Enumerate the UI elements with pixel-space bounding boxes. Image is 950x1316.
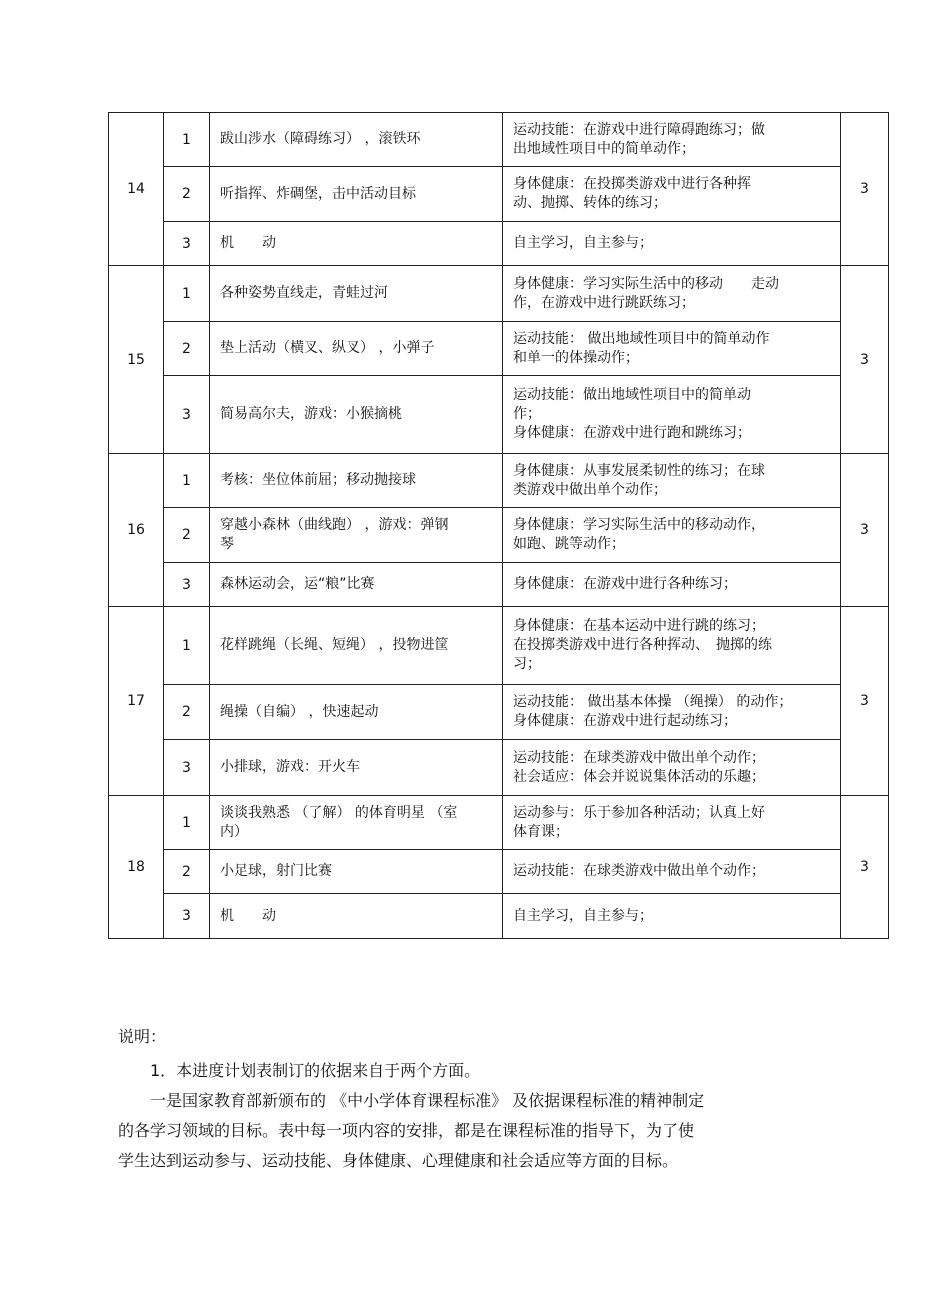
table-row bbox=[109, 740, 889, 796]
table-row bbox=[109, 454, 889, 508]
class-hours: 3 bbox=[841, 266, 889, 454]
goal-cell bbox=[503, 113, 841, 167]
activity-text: 机 动 bbox=[220, 235, 276, 251]
goal-text: 身体健康：在投掷类游戏中进行各种挥 bbox=[513, 176, 751, 192]
class-hours: 3 bbox=[841, 454, 889, 607]
activity-cell bbox=[210, 266, 503, 322]
session-number: 1 bbox=[164, 454, 210, 508]
goal-cell bbox=[503, 685, 841, 740]
goal-text: 自主学习，自主参与； bbox=[513, 907, 653, 924]
goal-text: 习； bbox=[513, 656, 541, 672]
goal-text: 运动技能：在球类游戏中做出单个动作； bbox=[513, 749, 765, 766]
teaching-schedule-table bbox=[108, 112, 889, 939]
activity-cell bbox=[210, 322, 503, 376]
activity-text: 机 动 bbox=[220, 907, 276, 924]
session-number: 3 bbox=[164, 376, 210, 454]
activity-cell bbox=[210, 740, 503, 796]
goal-text: 身体健康：在游戏中进行起动练习； bbox=[513, 713, 737, 729]
notes-item-1: 1．本进度计划表制订的依据来自于两个方面。 bbox=[150, 1061, 481, 1080]
activity-cell bbox=[210, 796, 503, 850]
activity-text: 垫上活动（横叉、纵叉） ，小弹子 bbox=[220, 340, 435, 356]
notes-paragraph-line: 学生达到运动参与、运动技能、身体健康、心理健康和社会适应等方面的目标。 bbox=[118, 1151, 679, 1170]
session-number: 2 bbox=[164, 167, 210, 222]
session-number: 2 bbox=[164, 322, 210, 376]
goal-text: 身体健康：从事发展柔韧性的练习；在球 bbox=[513, 462, 765, 479]
goal-text: 身体健康：学习实际生活中的移动动作， bbox=[513, 517, 765, 533]
table-row bbox=[109, 508, 889, 563]
session-number: 1 bbox=[164, 266, 210, 322]
goal-text: 作； bbox=[513, 406, 541, 422]
week-number: 15 bbox=[109, 266, 164, 454]
table-row bbox=[109, 167, 889, 222]
activity-text: 跋山涉水（障碍练习） ，滚铁环 bbox=[220, 131, 421, 147]
activity-text: 森林运动会，运“粮”比赛 bbox=[220, 576, 375, 592]
goal-text: 运动技能： 做出地域性项目中的简单动作 bbox=[513, 330, 770, 347]
session-number: 2 bbox=[164, 850, 210, 894]
notes-section bbox=[118, 1022, 858, 1176]
goal-cell bbox=[503, 563, 841, 607]
goal-text: 运动参与：乐于参加各种活动；认真上好 bbox=[513, 804, 765, 821]
goal-text: 类游戏中做出单个动作； bbox=[513, 481, 667, 498]
activity-text: 琴 bbox=[220, 536, 234, 552]
notes-heading: 说明： bbox=[118, 1027, 167, 1046]
goal-text: 运动技能：在球类游戏中做出单个动作； bbox=[513, 863, 765, 879]
activity-text: 穿越小森林（曲线跑） ，游戏：弹钢 bbox=[220, 517, 449, 533]
notes-paragraph-line: 一是国家教育部新颁布的 《中小学体育课程标准》 及依据课程标准的精神制定 bbox=[150, 1091, 705, 1110]
goal-text: 身体健康：在游戏中进行各种练习； bbox=[513, 576, 737, 592]
activity-text: 小排球，游戏：开火车 bbox=[220, 759, 360, 775]
class-hours: 3 bbox=[841, 607, 889, 796]
goal-cell bbox=[503, 796, 841, 850]
session-number: 1 bbox=[164, 796, 210, 850]
goal-text: 作，在游戏中进行跳跃练习； bbox=[513, 294, 695, 311]
activity-text: 绳操（自编） ，快速起动 bbox=[220, 703, 379, 720]
goal-cell bbox=[503, 850, 841, 894]
activity-text: 花样跳绳（长绳、短绳） ，投物进筐 bbox=[220, 637, 449, 653]
goal-text: 运动技能： 做出基本体操 （绳操） 的动作； bbox=[513, 694, 793, 710]
activity-cell bbox=[210, 376, 503, 454]
table-row bbox=[109, 376, 889, 454]
schedule-body bbox=[109, 113, 889, 939]
goal-cell bbox=[503, 376, 841, 454]
goal-text: 动、抛掷、转体的练习； bbox=[513, 195, 667, 211]
goal-cell bbox=[503, 454, 841, 508]
goal-text: 运动技能：做出地域性项目中的简单动 bbox=[513, 387, 751, 403]
goal-text: 身体健康：学习实际生活中的移动 走动 bbox=[513, 275, 779, 292]
goal-text: 出地域性项目中的简单动作； bbox=[513, 140, 695, 157]
week-number: 17 bbox=[109, 607, 164, 796]
session-number: 3 bbox=[164, 894, 210, 939]
session-number: 2 bbox=[164, 685, 210, 740]
activity-cell bbox=[210, 167, 503, 222]
week-number: 14 bbox=[109, 113, 164, 266]
table-row bbox=[109, 222, 889, 266]
goal-text: 在投掷类游戏中进行各种挥动、 抛掷的练 bbox=[513, 637, 772, 653]
table-row bbox=[109, 322, 889, 376]
activity-text: 简易高尔夫，游戏：小猴摘桃 bbox=[220, 406, 402, 422]
activity-cell bbox=[210, 563, 503, 607]
goal-text: 如跑、跳等动作； bbox=[513, 536, 625, 552]
goal-text: 体育课； bbox=[513, 823, 569, 840]
activity-cell bbox=[210, 222, 503, 266]
activity-text: 内） bbox=[220, 823, 248, 840]
session-number: 3 bbox=[164, 563, 210, 607]
session-number: 3 bbox=[164, 740, 210, 796]
goal-text: 社会适应：体会并说说集体活动的乐趣； bbox=[513, 768, 765, 785]
goal-text: 自主学习，自主参与； bbox=[513, 235, 653, 251]
activity-text: 听指挥、炸碉堡，击中活动目标 bbox=[220, 185, 416, 202]
table-row bbox=[109, 894, 889, 939]
goal-text: 和单一的体操动作； bbox=[513, 349, 639, 366]
activity-cell bbox=[210, 607, 503, 685]
table-row bbox=[109, 796, 889, 850]
notes-paragraph-line: 的各学习领域的目标。表中每一项内容的安排，都是在课程标准的指导下，为了使 bbox=[118, 1121, 695, 1140]
session-number: 2 bbox=[164, 508, 210, 563]
activity-cell bbox=[210, 894, 503, 939]
activity-cell bbox=[210, 454, 503, 508]
goal-text: 身体健康：在基本运动中进行跳的练习； bbox=[513, 618, 765, 634]
goal-text: 身体健康：在游戏中进行跑和跳练习； bbox=[513, 425, 751, 441]
table-row bbox=[109, 850, 889, 894]
table-row bbox=[109, 266, 889, 322]
activity-cell bbox=[210, 508, 503, 563]
class-hours: 3 bbox=[841, 796, 889, 939]
goal-cell bbox=[503, 607, 841, 685]
goal-cell bbox=[503, 167, 841, 222]
class-hours: 3 bbox=[841, 113, 889, 266]
week-number: 16 bbox=[109, 454, 164, 607]
table-row bbox=[109, 685, 889, 740]
activity-text: 各种姿势直线走，青蛙过河 bbox=[220, 285, 388, 301]
table-row bbox=[109, 113, 889, 167]
goal-text: 运动技能：在游戏中进行障碍跑练习；做 bbox=[513, 121, 765, 138]
goal-cell bbox=[503, 266, 841, 322]
table-row bbox=[109, 607, 889, 685]
week-number: 18 bbox=[109, 796, 164, 939]
goal-cell bbox=[503, 222, 841, 266]
table-row bbox=[109, 563, 889, 607]
activity-text: 谈谈我熟悉 （了解） 的体育明星 （室 bbox=[220, 804, 458, 821]
session-number: 1 bbox=[164, 113, 210, 167]
goal-cell bbox=[503, 322, 841, 376]
activity-cell bbox=[210, 113, 503, 167]
activity-text: 考核：坐位体前屈；移动抛接球 bbox=[220, 472, 416, 488]
activity-text: 小足球，射门比赛 bbox=[220, 863, 332, 879]
goal-cell bbox=[503, 740, 841, 796]
activity-cell bbox=[210, 685, 503, 740]
goal-cell bbox=[503, 894, 841, 939]
activity-cell bbox=[210, 850, 503, 894]
goal-cell bbox=[503, 508, 841, 563]
session-number: 3 bbox=[164, 222, 210, 266]
session-number: 1 bbox=[164, 607, 210, 685]
